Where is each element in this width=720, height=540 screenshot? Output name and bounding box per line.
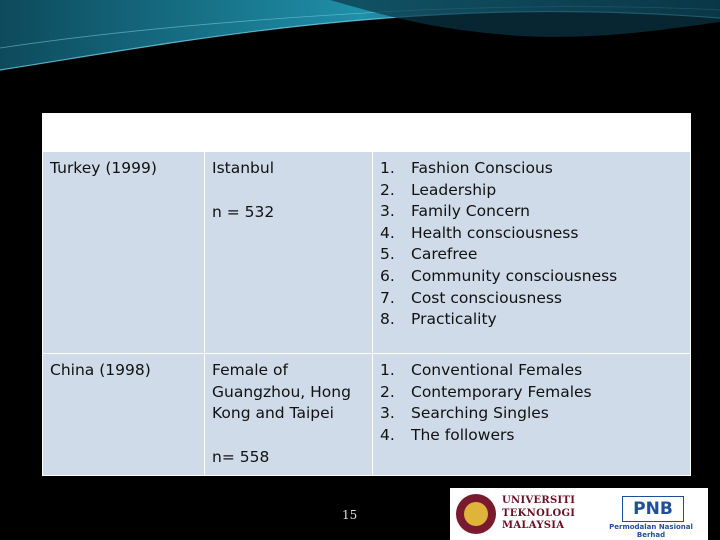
country-cell: China (1998) — [43, 354, 205, 476]
segment-list — [380, 158, 683, 331]
table-row — [43, 354, 691, 476]
list-item — [380, 158, 683, 180]
utm-seal-icon — [456, 494, 496, 534]
sample-size: n= 558 — [212, 447, 270, 466]
list-item — [380, 180, 683, 202]
item-number: 4. — [380, 223, 395, 242]
list-item — [380, 425, 683, 447]
page-number: 15 — [342, 508, 358, 522]
list-item — [380, 360, 683, 382]
location-cell — [205, 354, 373, 476]
segments-cell — [373, 354, 691, 476]
location-text: Female of Guangzhou, Hong Kong and Taipei — [212, 361, 351, 423]
utm-logo-text: UNIVERSITI TEKNOLOGI MALAYSIA — [502, 495, 576, 531]
item-text: Fashion Conscious — [411, 159, 553, 177]
item-number: 8. — [380, 310, 395, 329]
item-number: 1. — [380, 159, 395, 177]
item-text: Health consciousness — [411, 223, 579, 242]
item-text: Contemporary Females — [411, 382, 592, 401]
segmentation-table — [42, 113, 691, 476]
item-text: Community consciousness — [411, 266, 618, 285]
pnb-logo-text: PNB — [633, 499, 673, 519]
item-text: Searching Singles — [411, 404, 549, 423]
table-header-row — [43, 114, 691, 152]
pnb-logo-subtitle: Permodalan Nasional Berhad — [609, 523, 693, 539]
header-banner — [0, 0, 720, 80]
item-number: 4. — [380, 425, 395, 444]
item-text: Carefree — [411, 245, 478, 264]
list-item — [380, 223, 683, 245]
item-text: The followers — [411, 425, 515, 444]
item-number: 5. — [380, 245, 395, 264]
list-item — [380, 266, 683, 288]
item-text: Practicality — [411, 310, 497, 329]
item-text: Leadership — [411, 180, 497, 199]
segment-list — [380, 360, 683, 446]
item-number: 6. — [380, 266, 395, 285]
item-text: Family Concern — [411, 202, 530, 221]
segments-cell — [373, 152, 691, 354]
item-number: 7. — [380, 288, 395, 307]
list-item — [380, 309, 683, 331]
item-number: 3. — [380, 202, 395, 221]
list-item — [380, 382, 683, 404]
location-text: Istanbul — [212, 159, 275, 177]
utm-logo — [456, 494, 576, 534]
pnb-logo — [622, 496, 684, 522]
list-item — [380, 288, 683, 310]
header-cell — [43, 114, 205, 152]
header-cell — [373, 114, 691, 152]
footer-logos — [450, 488, 708, 540]
list-item — [380, 201, 683, 223]
sample-size: n = 532 — [212, 202, 275, 221]
item-number: 1. — [380, 361, 395, 379]
list-item — [380, 403, 683, 425]
country-cell: Turkey (1999) — [43, 152, 205, 354]
list-item — [380, 244, 683, 266]
item-number: 2. — [380, 382, 395, 401]
item-text: Cost consciousness — [411, 288, 563, 307]
table-row — [43, 152, 691, 354]
item-number: 2. — [380, 180, 395, 199]
header-cell — [205, 114, 373, 152]
location-cell — [205, 152, 373, 354]
item-number: 3. — [380, 404, 395, 423]
item-text: Conventional Females — [411, 361, 583, 379]
